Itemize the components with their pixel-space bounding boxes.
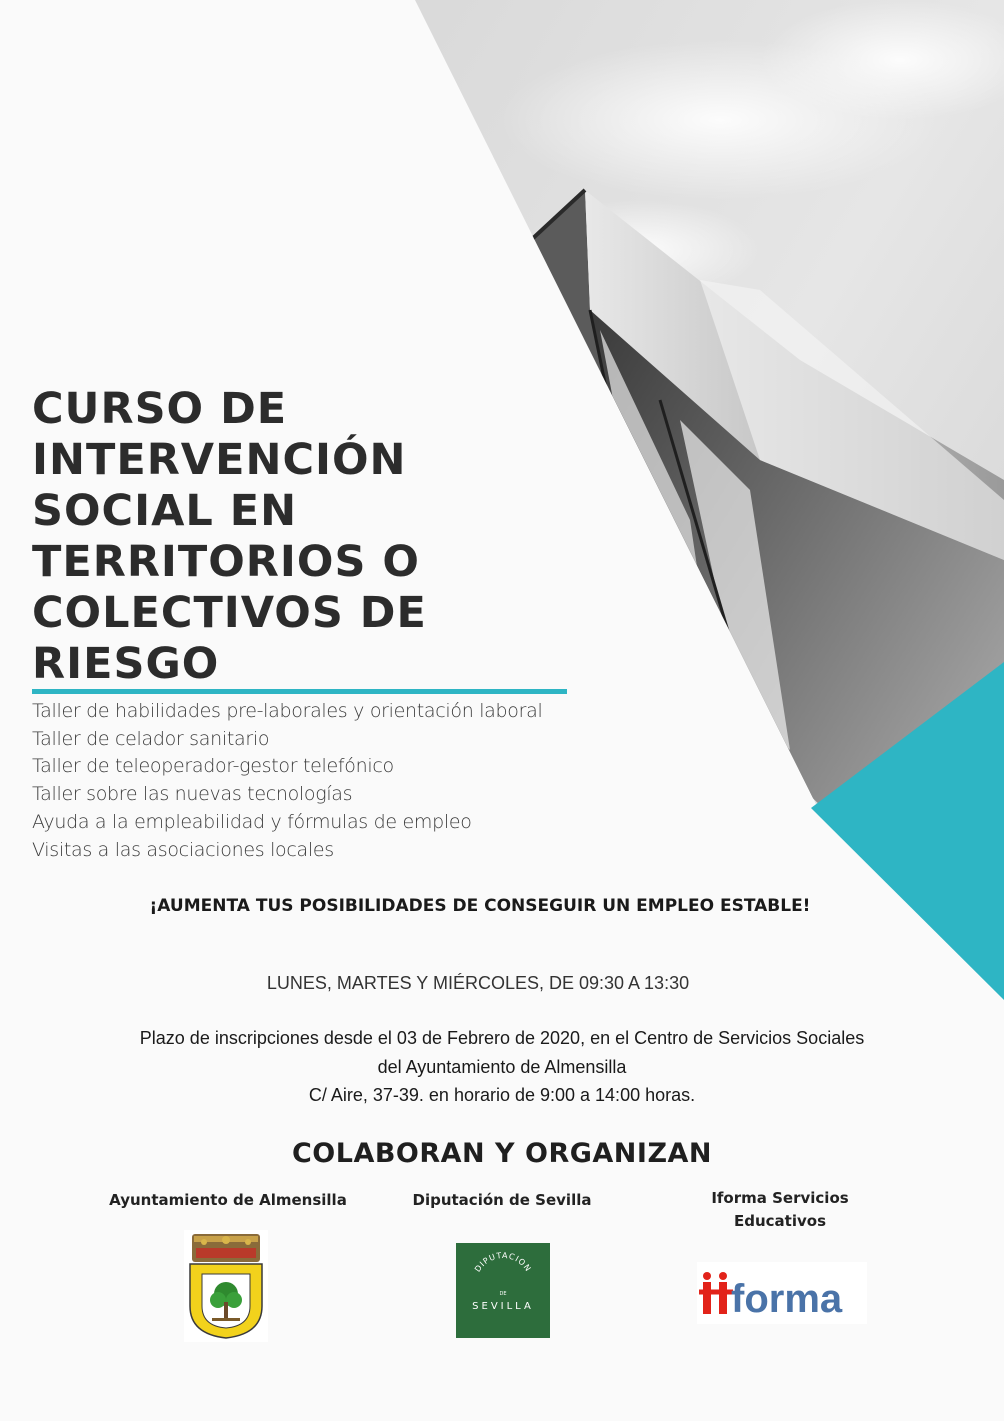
- topic-item: Ayuda a la empleabilidad y fórmulas de empleo: [32, 810, 472, 833]
- schedule: LUNES, MARTES Y MIÉRCOLES, DE 09:30 A 13:30: [266, 973, 690, 993]
- title-line: RIESGO: [32, 639, 220, 689]
- registration-info: [0, 1024, 1004, 1110]
- organizer-name-line: Educativos: [734, 1212, 826, 1230]
- title-line: COLECTIVOS DE: [32, 588, 427, 638]
- title-line: TERRITORIOS O: [32, 537, 420, 587]
- course-title: [32, 384, 552, 690]
- diputacion-logo-text-bottom: SEVILLA: [472, 1301, 534, 1312]
- registration-line: C/ Aire, 37-39. en horario de 9:00 a 14:00 horas.: [308, 1085, 696, 1105]
- title-line: CURSO DE: [32, 384, 288, 434]
- organizer-name-iforma: [680, 1187, 880, 1233]
- topic-item: Taller de celador sanitario: [32, 727, 270, 750]
- topic-item: Visitas a las asociaciones locales: [32, 838, 334, 861]
- organizer-name-almensilla: Ayuntamiento de Almensilla: [109, 1191, 347, 1209]
- iforma-logo-icon: [697, 1262, 867, 1324]
- diputacion-logo-text-top: DIPUTACION: [473, 1250, 533, 1274]
- diputacion-logo-text-mid: DE: [499, 1291, 507, 1297]
- registration-line: Plazo de inscripciones desde el 03 de Febrero de 2020, en el Centro de Servicios Sociales: [139, 1028, 865, 1048]
- iforma-logo-text: forma: [731, 1277, 843, 1321]
- registration-line: del Ayuntamiento de Almensilla: [377, 1056, 627, 1077]
- topic-list: [32, 698, 542, 864]
- almensilla-coat-of-arms-icon: [184, 1230, 268, 1342]
- title-underline: [32, 689, 567, 694]
- organizer-name-line: Iforma Servicios: [711, 1189, 849, 1207]
- topic-item: Taller de habilidades pre-laborales y orientación laboral: [32, 700, 543, 722]
- topic-item: Taller de teleoperador-gestor telefónico: [32, 755, 394, 778]
- slogan: ¡AUMENTA TUS POSIBILIDADES DE CONSEGUIR UN EMPLEO ESTABLE!: [149, 896, 811, 916]
- diputacion-sevilla-logo-icon: [456, 1243, 550, 1338]
- topic-item: Taller sobre las nuevas tecnologías: [32, 783, 353, 806]
- title-line: INTERVENCIÓN: [32, 435, 407, 485]
- title-line: SOCIAL EN: [32, 486, 298, 536]
- organizer-name-diputacion: Diputación de Sevilla: [412, 1191, 592, 1209]
- collaborators-heading: COLABORAN Y ORGANIZAN: [291, 1138, 713, 1169]
